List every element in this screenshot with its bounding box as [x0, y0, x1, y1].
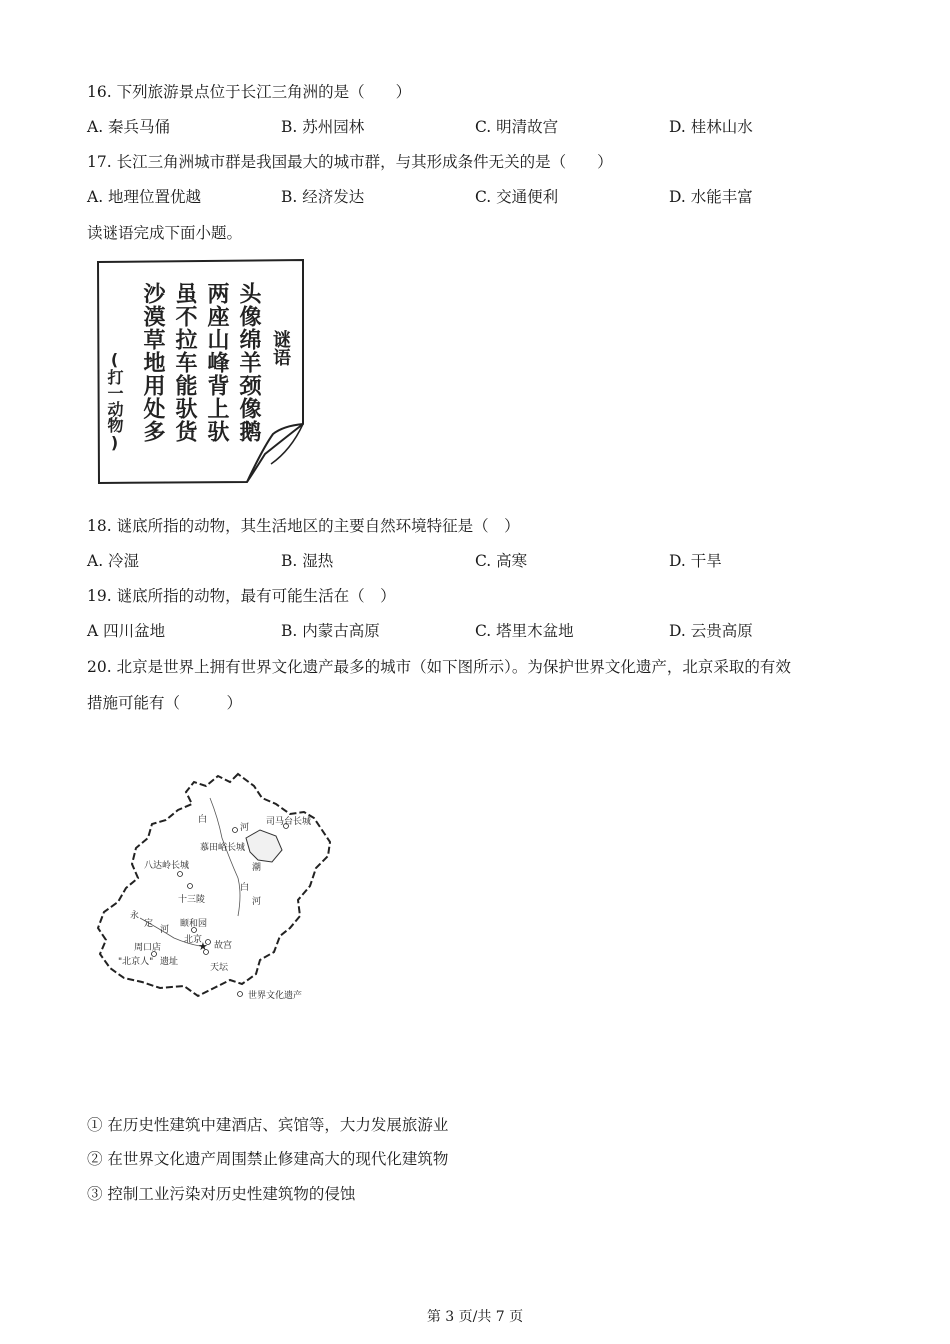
q17-option-d: D. 水能丰富 [669, 188, 753, 206]
riddle-figure [95, 258, 307, 486]
riddle-line-1: 头像绵羊颈像鹅 [236, 282, 261, 443]
q19-option-c: C. 塔里木盆地 [475, 622, 574, 640]
q18-option-c: C. 高寒 [475, 552, 528, 570]
map-label-yong: 永 [130, 911, 140, 921]
q16-option-d: D. 桂林山水 [669, 118, 753, 136]
map-label-beijing: 北京 [184, 935, 203, 945]
map-label-gugong: 故宫 [214, 941, 233, 951]
riddle-line-4: 沙漠草地用处多 [140, 282, 165, 443]
q19-option-d: D. 云贵高原 [669, 622, 753, 640]
q16-stem: 16. 下列旅游景点位于长江三角洲的是（ ） [87, 83, 412, 101]
riddle-hint: (打一动物) [105, 350, 124, 452]
q20-statement-1: ① 在历史性建筑中建酒店、宾馆等，大力发展旅游业 [87, 1116, 449, 1134]
q19-option-a: A 四川盆地 [87, 622, 166, 640]
q16-option-a: A. 秦兵马俑 [87, 118, 171, 136]
heritage-marker-badaling [178, 872, 183, 877]
map-label-bai1: 白 [198, 815, 208, 825]
map-label-yiheyuan: 颐和园 [180, 919, 208, 929]
q18-option-d: D. 干旱 [669, 552, 722, 570]
q16-option-b: B. 苏州园林 [281, 118, 365, 136]
legend-marker [238, 992, 243, 997]
riddle-line-3: 虽不拉车能驮货 [172, 282, 197, 443]
q20-stem-line2: 措施可能有（ ） [87, 694, 243, 712]
q17-stem: 17. 长江三角洲城市群是我国最大的城市群，与其形成条件无关的是（ ） [87, 153, 613, 171]
map-label-yizhi: 遗址 [160, 957, 179, 967]
q16-option-c: C. 明清故宫 [475, 118, 559, 136]
heritage-marker-mutianyu [233, 828, 238, 833]
map-label-chao: 潮 [252, 863, 262, 873]
riddle-intro: 读谜语完成下面小题。 [87, 224, 243, 242]
map-label-ding: 定 [144, 919, 154, 929]
map-label-he1: 河 [240, 823, 250, 833]
map-label-mutianyu: 慕田峪长城 [200, 843, 246, 853]
q18-stem: 18. 谜底所指的动物，其生活地区的主要自然环境特征是（ ） [87, 517, 520, 535]
map-label-he3: 河 [160, 925, 170, 935]
q20-statement-3: ③ 控制工业污染对历史性建筑物的侵蚀 [87, 1185, 356, 1203]
map-label-beijingren: "北京人" [118, 957, 154, 967]
riddle-line-2: 两座山峰背上驮 [204, 282, 229, 443]
map-label-shisanling: 十三陵 [178, 895, 206, 905]
map-label-tiantan: 天坛 [210, 963, 229, 973]
q18-option-b: B. 湿热 [281, 552, 334, 570]
map-label-he2: 河 [252, 897, 262, 907]
map-label-simatai: 司马台长城 [266, 817, 312, 827]
q17-option-b: B. 经济发达 [281, 188, 365, 206]
heritage-marker-shisanling [188, 884, 193, 889]
q19-option-b: B. 内蒙古高原 [281, 622, 380, 640]
q18-option-a: A. 冷湿 [87, 552, 140, 570]
map-legend-label: 世界文化遗产 [248, 991, 303, 1001]
map-label-zhoukoudian: 周口店 [134, 943, 162, 953]
q17-option-a: A. 地理位置优越 [87, 188, 202, 206]
q17-option-c: C. 交通便利 [475, 188, 559, 206]
page-footer: 第 3 页/共 7 页 [426, 1309, 524, 1325]
capital-star-icon: ★ [198, 940, 208, 953]
beijing-heritage-map [90, 768, 340, 1008]
riddle-title: 谜语 [270, 330, 291, 366]
q19-stem: 19. 谜底所指的动物，最有可能生活在（ ） [87, 587, 396, 605]
q20-stem-line1: 20. 北京是世界上拥有世界文化遗产最多的城市（如下图所示）。为保护世界文化遗产，北京采取的有效 [87, 658, 791, 676]
q20-statement-2: ② 在世界文化遗产周围禁止修建高大的现代化建筑物 [87, 1150, 449, 1168]
map-label-bai2: 白 [240, 883, 250, 893]
map-label-badaling: 八达岭长城 [144, 861, 190, 871]
